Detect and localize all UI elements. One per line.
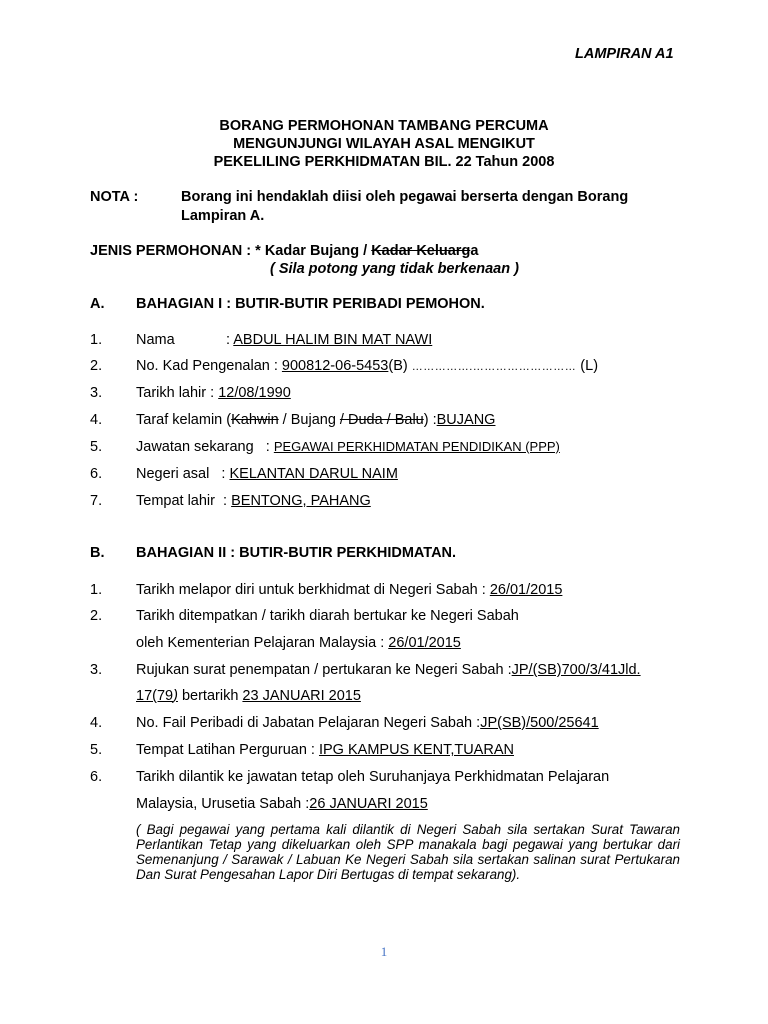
pob-label: Tempat lahir (136, 493, 215, 509)
jenis-struck: Kadar Keluarg (371, 243, 471, 259)
negeri-label: Negeri asal (136, 466, 210, 482)
lapor-diri-value: 26/01/2015 (489, 582, 563, 598)
title-line-3: PEKELILING PERKHIDMATAN BIL. 22 Tahun 2008 (213, 154, 555, 170)
dob-label: Tarikh lahir (136, 385, 207, 401)
b-item-3-line-2: 17(79) bertarikh 23 JANUARI 2015 (136, 688, 361, 704)
a-item-6: Negeri asal : KELANTAN DARUL NAIM (136, 466, 398, 482)
b-item-4-num: 4. (90, 715, 103, 731)
ic-dots: …………….……………………… (411, 361, 577, 373)
jenis-permohonan (90, 243, 478, 259)
a-item-6-num: 6. (90, 466, 103, 482)
a-item-3-num: 3. (90, 385, 103, 401)
b-item-2-num: 2. (90, 608, 103, 624)
dilantik-value: 26 JANUARI 2015 (309, 796, 428, 812)
b-item-5: Tempat Latihan Perguruan : IPG KAMPUS KENT,TUARAN (136, 742, 514, 758)
duda-balu-struck: / Duda / Balu (339, 412, 424, 428)
page-number: 1 (380, 944, 388, 959)
b-item-2-line-2: oleh Kementerian Pelajaran Malaysia : 26/01/2015 (136, 635, 461, 651)
section-a-letter: A. (90, 296, 105, 312)
lampiran-label: LAMPIRAN A1 (575, 46, 674, 62)
b-item-2-line-1: Tarikh ditempatkan / tarikh diarah bertukar ke Negeri Sabah (136, 608, 519, 624)
ic-label: No. Kad Pengenalan : (136, 358, 282, 374)
b-item-6-line-1: Tarikh dilantik ke jawatan tetap oleh Suruhanjaya Perkhidmatan Pelajaran (136, 769, 610, 785)
nama-label: Nama (136, 332, 175, 348)
b-item-1-num: 1. (90, 582, 103, 598)
section-b-title: BAHAGIAN II : BUTIR-BUTIR PERKHIDMATAN. (136, 545, 457, 561)
title-line-2: MENGUNJUNGI WILAYAH ASAL MENGIKUT (233, 136, 535, 152)
dob-value: 12/08/1990 (218, 385, 291, 401)
a-item-4: Taraf kelamin (Kahwin / Bujang / Duda / Balu) :BUJANG (136, 412, 496, 428)
ditempatkan-value: 26/01/2015 (388, 635, 461, 651)
a-item-5: Jawatan sekarang : PEGAWAI PERKHIDMATAN PENDIDIKAN (PPP) (136, 439, 560, 455)
section-b-letter: B. (90, 545, 105, 561)
section-a-title: BAHAGIAN I : BUTIR-BUTIR PERIBADI PEMOHON. (136, 296, 485, 312)
section-b-note: ( Bagi pegawai yang pertama kali dilantik di Negeri Sabah sila sertakan Surat Tawaran Perlantikan Tetap yang dikeluarkan oleh SPP manakala bagi pegawai yang bertukar dari Semenanjung / Sarawak / Labuan Ke Negeri Sabah sila sertakan salinan surat Pertukaran Dan Surat Pengesahan Lapor Diri Bertugas di tempat sekarang). (136, 822, 680, 882)
b-item-6-line-2: Malaysia, Urusetia Sabah :26 JANUARI 2015 (136, 796, 428, 812)
nota-line-2: Lampiran A. (181, 208, 265, 224)
latihan-value: IPG KAMPUS KENT,TUARAN (318, 742, 514, 758)
a-item-2: No. Kad Pengenalan : 900812-06-5453(B) …………….……………………… (L) (136, 358, 599, 374)
a-item-2-num: 2. (90, 358, 103, 374)
a-item-3: Tarikh lahir : 12/08/1990 (136, 385, 291, 401)
jenis-hint: ( Sila potong yang tidak berkenaan ) (270, 261, 519, 277)
a-item-7-num: 7. (90, 493, 103, 509)
a-item-1-num: 1. (90, 332, 103, 348)
b-item-4: No. Fail Peribadi di Jabatan Pelajaran Negeri Sabah :JP(SB)/500/25641 (136, 715, 599, 731)
rujukan-value-2: 17(79 (136, 688, 174, 704)
bertarikh-value: 23 JANUARI 2015 (242, 688, 361, 704)
title-line-1: BORANG PERMOHONAN TAMBANG PERCUMA (219, 118, 549, 134)
b-item-3-line-1: Rujukan surat penempatan / pertukaran ke Negeri Sabah :JP/(SB)700/3/41Jld. (136, 662, 641, 678)
jawatan-value: PEGAWAI PERKHIDMATAN PENDIDIKAN (PPP) (273, 439, 560, 454)
b-item-3-num: 3. (90, 662, 103, 678)
a-item-5-num: 5. (90, 439, 103, 455)
b-item-5-num: 5. (90, 742, 103, 758)
b-item-1: Tarikh melapor diri untuk berkhidmat di Negeri Sabah : 26/01/2015 (136, 582, 563, 598)
nota-label: NOTA : (90, 189, 139, 205)
jenis-tail: a (470, 243, 479, 259)
jawatan-label: Jawatan sekarang (136, 439, 254, 455)
nota-line-1: Borang ini hendaklah diisi oleh pegawai berserta dengan Borang (181, 189, 629, 205)
a-item-4-num: 4. (90, 412, 103, 428)
b-item-6-num: 6. (90, 769, 103, 785)
marital-value: BUJANG (436, 412, 496, 428)
jenis-label: JENIS PERMOHONAN : * Kadar Bujang / (90, 243, 372, 259)
nama-value: ABDUL HALIM BIN MAT NAWI (233, 332, 433, 348)
a-item-1: Nama : ABDUL HALIM BIN MAT NAWI (136, 332, 433, 348)
rujukan-value-1: JP/(SB)700/3/41Jld. (511, 662, 641, 678)
a-item-7: Tempat lahir : BENTONG, PAHANG (136, 493, 371, 509)
negeri-value: KELANTAN DARUL NAIM (229, 466, 398, 482)
kahwin-struck: Kahwin (231, 412, 279, 428)
fail-peribadi-value: JP(SB)/500/25641 (480, 715, 599, 731)
pob-value: BENTONG, PAHANG (231, 493, 371, 509)
ic-value: 900812-06-5453 (281, 358, 389, 374)
